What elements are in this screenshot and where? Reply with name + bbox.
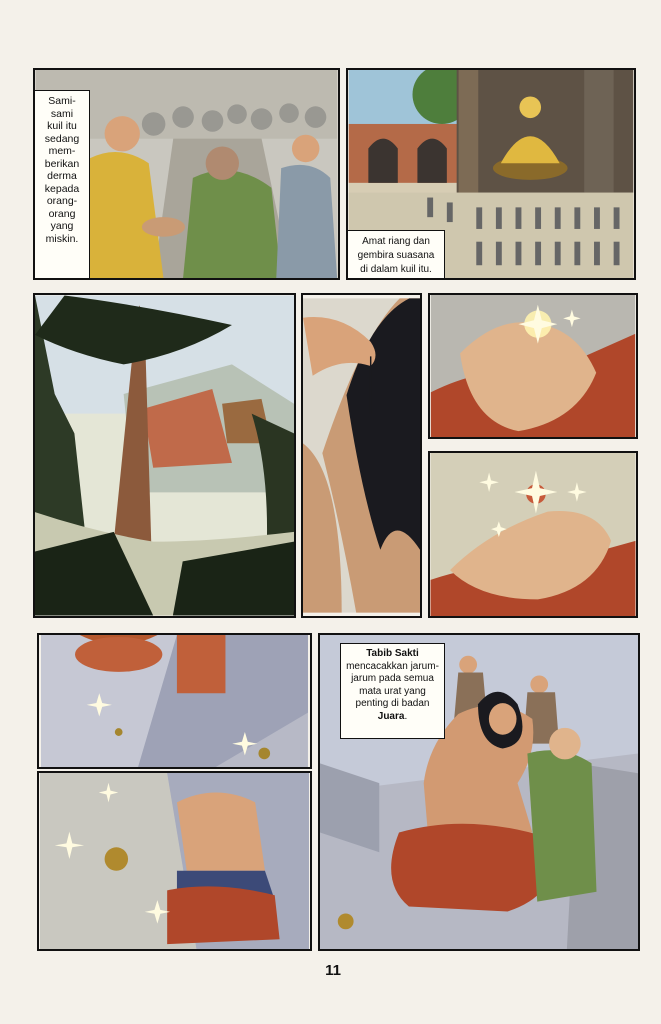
caption-temple-joy bbox=[347, 230, 445, 280]
panel-needles-scatter-bottom bbox=[37, 771, 312, 951]
caption-line: orang bbox=[48, 207, 76, 220]
panel-monks-giving-alms bbox=[33, 68, 340, 280]
caption-line: sedang bbox=[44, 132, 80, 145]
caption-healer bbox=[340, 643, 445, 739]
caption-line: di dalam kuil itu. bbox=[360, 264, 432, 275]
caption-line: Amat riang dan bbox=[362, 236, 430, 247]
page-number: 11 bbox=[325, 962, 341, 979]
panel-7b-art bbox=[39, 773, 310, 949]
caption-monks-alms bbox=[34, 90, 90, 280]
panel-pagoda-landscape bbox=[33, 293, 296, 618]
panel-needles-scatter-top bbox=[37, 633, 312, 769]
caption-line: kepada bbox=[44, 182, 80, 195]
caption-line: orang- bbox=[46, 195, 78, 207]
caption-line: gembira suasana bbox=[357, 250, 435, 261]
panel-4-art bbox=[303, 295, 420, 616]
panel-temple-courtyard bbox=[346, 68, 636, 280]
caption-healer-name: Tabib Sakti bbox=[366, 648, 419, 659]
panel-5-art bbox=[430, 295, 636, 437]
caption-line: kuil itu bbox=[47, 120, 77, 132]
panel-hand-pulling-hair bbox=[301, 293, 422, 618]
panel-hand-glowing bbox=[428, 293, 638, 439]
panel-3-art bbox=[35, 295, 294, 616]
caption-hero-name: Juara bbox=[377, 710, 405, 722]
caption-line: Sami-sami bbox=[48, 95, 76, 120]
caption-line: yang bbox=[50, 220, 74, 232]
panel-7-art bbox=[39, 635, 310, 767]
caption-line: derma bbox=[47, 170, 77, 182]
caption-period: . bbox=[404, 710, 408, 722]
caption-line: berikan bbox=[44, 157, 80, 170]
caption-healer-text: mencacakkan jarum-jarum pada semua mata urat yang penting di badan bbox=[346, 660, 439, 709]
panel-healer-needles-juara bbox=[318, 633, 640, 951]
caption-line: miskin. bbox=[45, 232, 79, 245]
panel-hand-sparkles bbox=[428, 451, 638, 618]
panel-6-art bbox=[430, 453, 636, 616]
caption-line: mem- bbox=[48, 145, 76, 157]
